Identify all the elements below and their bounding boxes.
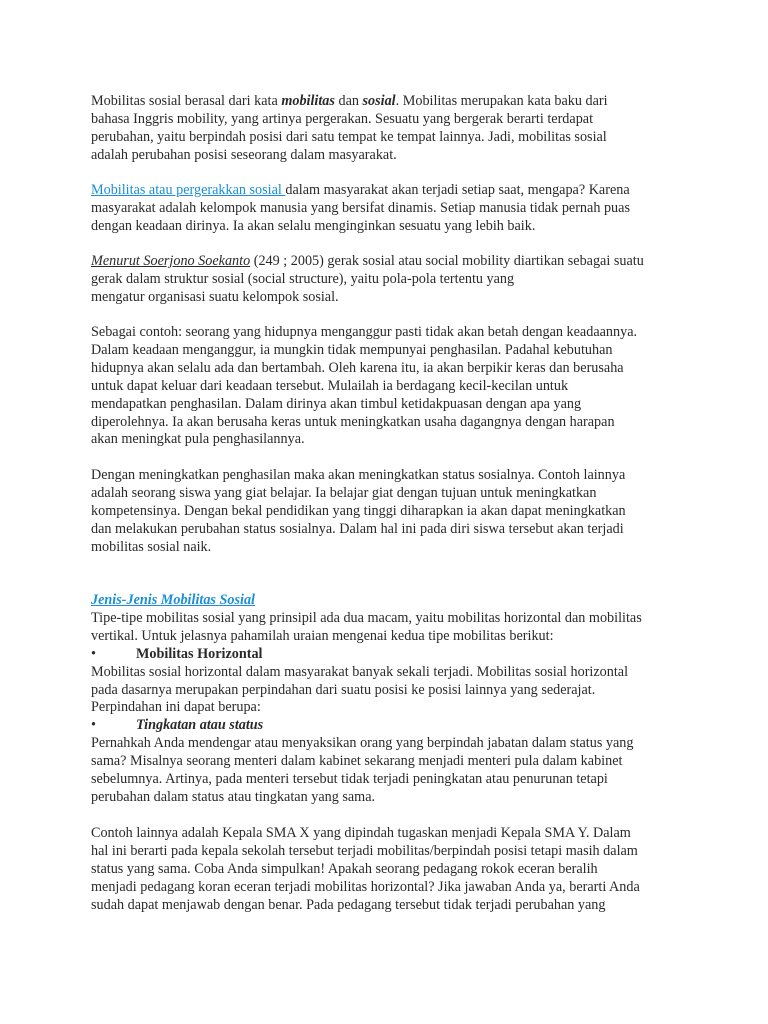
text-span: . Mobilitas merupakan kata baku dari [395,93,608,109]
paragraph-example [91,324,691,449]
text-line: untuk dapat keluar dari keadaan tersebut. Mulailah ia berdagang kecil-kecilan untuk [91,377,569,394]
text-line: Sebagai contoh: seorang yang hidupnya menganggur pasti tidak akan betah dengan keadaannya. [91,324,638,340]
text-line: Dengan meningkatkan penghasilan maka akan meningkatkan status sosialnya. Contoh lainnya [91,467,626,483]
text-line: menjadi pedagang koran eceran terjadi mobilitas horizontal? Jika jawaban Anda ya, berarti Anda [91,878,640,895]
text-line: akan meningkat pula penghasilannya. [91,431,305,448]
text-line: gerak dalam struktur sosial (social structure), yaitu pola-pola tertentu yang [91,270,515,287]
paragraph-school-example [91,825,691,915]
bullet-item-horizontal [91,646,691,664]
text-line: dan melakukan perubahan status sosialnya. Dalam hal ini pada diri siswa tersebut akan terjadi [91,520,624,537]
text-line: diperolehnya. Ia akan berusaha keras untuk meningkatkan usaha dagangnya dengan harapan [91,413,615,430]
text-line: adalah perubahan posisi seseorang dalam masyarakat. [91,146,397,163]
term-mobilitas: mobilitas [281,93,335,109]
text-line: Mobilitas sosial horizontal dalam masyarakat banyak sekali terjadi. Mobilitas sosial horizontal [91,663,629,680]
text-span: Mobilitas sosial berasal dari kata [91,93,282,109]
paragraph-definition [91,93,691,165]
paragraph-student-example [91,467,691,557]
section-types [91,592,691,807]
text-line: Tipe-tipe mobilitas sosial yang prinsipil ada dua macam, yaitu mobilitas horizontal dan mobilitas [91,609,642,626]
text-line: kompetensinya. Dengan bekal pendidikan yang tinggi diharapkan ia akan dapat meningkatkan [91,502,626,519]
text-line [91,93,691,111]
text-line: mengatur organisasi suatu kelompok sosial. [91,288,339,305]
text-line: perubahan, yaitu berpindah posisi dari satu tempat ke tempat lainnya. Jadi, mobilitas sosial [91,128,607,145]
text-line: perubahan dalam status atau tingkatan yang sama. [91,788,376,805]
text-line: adalah seorang siswa yang giat belajar. Ia belajar giat dengan tujuan untuk meningkatkan [91,484,597,501]
text-line: sama? Misalnya seorang menteri dalam kabinet sekarang menjadi menteri pula dalam kabinet [91,753,623,770]
bullet-label: Mobilitas Horizontal [136,645,263,662]
section-heading-link[interactable]: Jenis-Jenis Mobilitas Sosial [91,592,255,608]
text-line: Contoh lainnya adalah Kepala SMA X yang dipindah tugaskan menjadi Kepala SMA Y. Dalam [91,825,631,841]
term-sosial: sosial [362,93,396,109]
bullet-icon: • [91,717,96,734]
text-line: status yang sama. Coba Anda simpulkan! Apakah seorang pedagang rokok eceran beralih [91,860,598,877]
text-span: dalam masyarakat akan terjadi setiap saat, mengapa? Karena [285,182,630,198]
mobilitas-link[interactable]: Mobilitas atau pergerakkan sosial [91,182,286,198]
text-line [91,182,691,200]
text-line: hal ini berarti pada kepala sekolah tersebut terjadi mobilitas/berpindah posisi tetapi masih dalam [91,842,638,859]
section-heading-row [91,592,691,610]
author-reference: Menurut Soerjono Soekanto [91,253,251,269]
text-span: (249 ; 2005) gerak sosial atau social mobility diartikan sebagai suatu [250,253,644,269]
text-line: mendapatkan penghasilan. Dalam dirinya akan timbul ketidakpuasan dengan apa yang [91,395,582,412]
bullet-icon: • [91,645,96,662]
bullet-item-status [91,717,691,735]
text-line: bahasa Inggris mobility, yang artinya pergerakan. Sesuatu yang bergerak berarti terdapat [91,110,594,127]
text-line: Dalam keadaan menganggur, ia mungkin tidak mempunyai penghasilan. Padahal kebutuhan [91,341,613,358]
text-line: vertikal. Untuk jelasnya pahamilah uraian mengenai kedua tipe mobilitas berikut: [91,627,554,644]
text-span: dan [334,93,363,109]
text-line: pada dasarnya merupakan perpindahan dari suatu posisi ke posisi lainnya yang sederajat. [91,681,596,698]
paragraph-dynamics [91,182,691,236]
text-line: sebelumnya. Artinya, pada menteri tersebut tidak terjadi peningkatan atau penurunan tetapi [91,771,608,788]
text-line: Pernahkah Anda mendengar atau menyaksikan orang yang berpindah jabatan dalam status yang [91,735,634,752]
text-line: Perpindahan ini dapat berupa: [91,699,261,716]
text-line: masyarakat adalah kelompok manusia yang bersifat dinamis. Setiap manusia tidak pernah puas [91,199,630,216]
paragraph-soekanto [91,253,691,307]
bullet-label: Tingkatan atau status [136,717,264,734]
text-line: sudah dapat menjawab dengan benar. Pada pedagang tersebut tidak terjadi perubahan yang [91,896,606,913]
text-line: dengan keadaan dirinya. Ia akan selalu menginginkan sesuatu yang lebih baik. [91,217,536,234]
text-line: mobilitas sosial naik. [91,538,212,555]
text-line: hidupnya akan selalu ada dan bertambah. Oleh karena itu, ia akan berpikir keras dan berusaha [91,359,624,376]
text-line [91,253,691,271]
